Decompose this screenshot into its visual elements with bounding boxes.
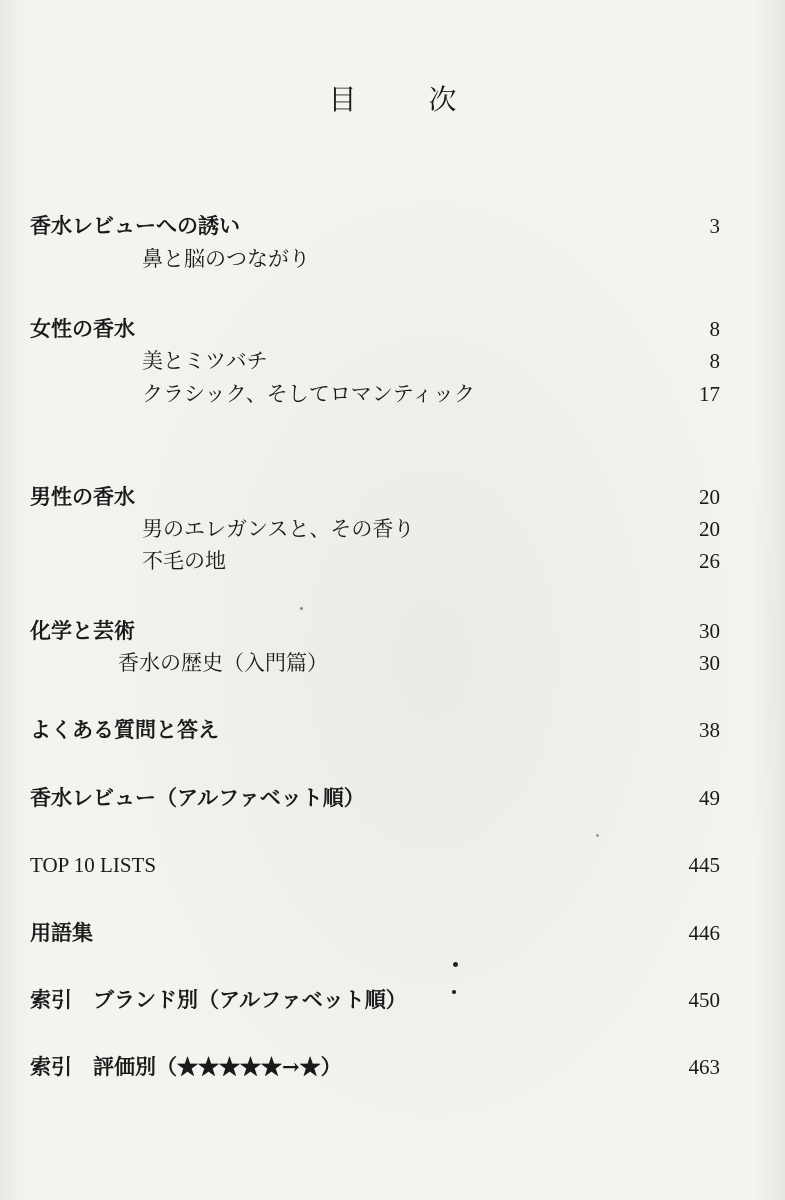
toc-entry-label: 香水レビュー（アルファベット順） [30, 785, 365, 810]
ink-speck [596, 834, 599, 837]
toc-entry-page: 38 [699, 718, 720, 742]
toc-entry-label: 女性の香水 [30, 316, 135, 341]
toc-entry-page: 446 [688, 921, 720, 945]
toc-entry-page: 445 [688, 853, 720, 877]
toc-subentry-page: 8 [709, 349, 720, 373]
toc-entry-page: 8 [709, 317, 720, 341]
toc-entry-page: 463 [688, 1055, 720, 1079]
toc-title: 目 次 [328, 83, 479, 116]
toc-entry-label: 索引 ブランド別（アルファベット順） [30, 987, 407, 1012]
toc-entry-label: 用語集 [30, 920, 93, 945]
toc-entry-label: 香水レビューへの誘い [30, 213, 240, 238]
toc-entry-label: 索引 評価別（★★★★★→★） [30, 1054, 342, 1079]
toc-entry-label: TOP 10 LISTS [30, 853, 157, 877]
toc-subentry-page: 26 [699, 549, 720, 573]
toc-entry-label: よくある質問と答え [30, 717, 219, 742]
toc-entry-page: 20 [699, 485, 720, 509]
toc-subentry-label: 鼻と脳のつながり [142, 247, 310, 271]
toc-subentry-label: 男のエレガンスと、その香り [142, 517, 415, 541]
toc-subentry-label: 美とミツバチ [142, 349, 268, 373]
toc-entry-label: 化学と芸術 [30, 618, 135, 643]
toc-entry-page: 30 [699, 619, 720, 643]
toc-subentry-page: 20 [699, 517, 720, 541]
toc-subentry-page: 30 [699, 651, 720, 675]
toc-subentry-label: 香水の歴史（入門篇） [118, 651, 328, 675]
ink-speck [453, 962, 458, 967]
ink-speck [300, 607, 303, 610]
toc-subentry-label: クラシック、そしてロマンティック [142, 382, 476, 406]
ink-speck [452, 990, 456, 994]
toc-entry-page: 3 [709, 214, 720, 238]
toc-subentry-page: 17 [699, 382, 720, 406]
toc-entry-page: 49 [699, 786, 720, 810]
toc-entry-page: 450 [688, 988, 720, 1012]
toc-subentry-label: 不毛の地 [142, 549, 226, 573]
toc-entry-label: 男性の香水 [30, 484, 135, 509]
